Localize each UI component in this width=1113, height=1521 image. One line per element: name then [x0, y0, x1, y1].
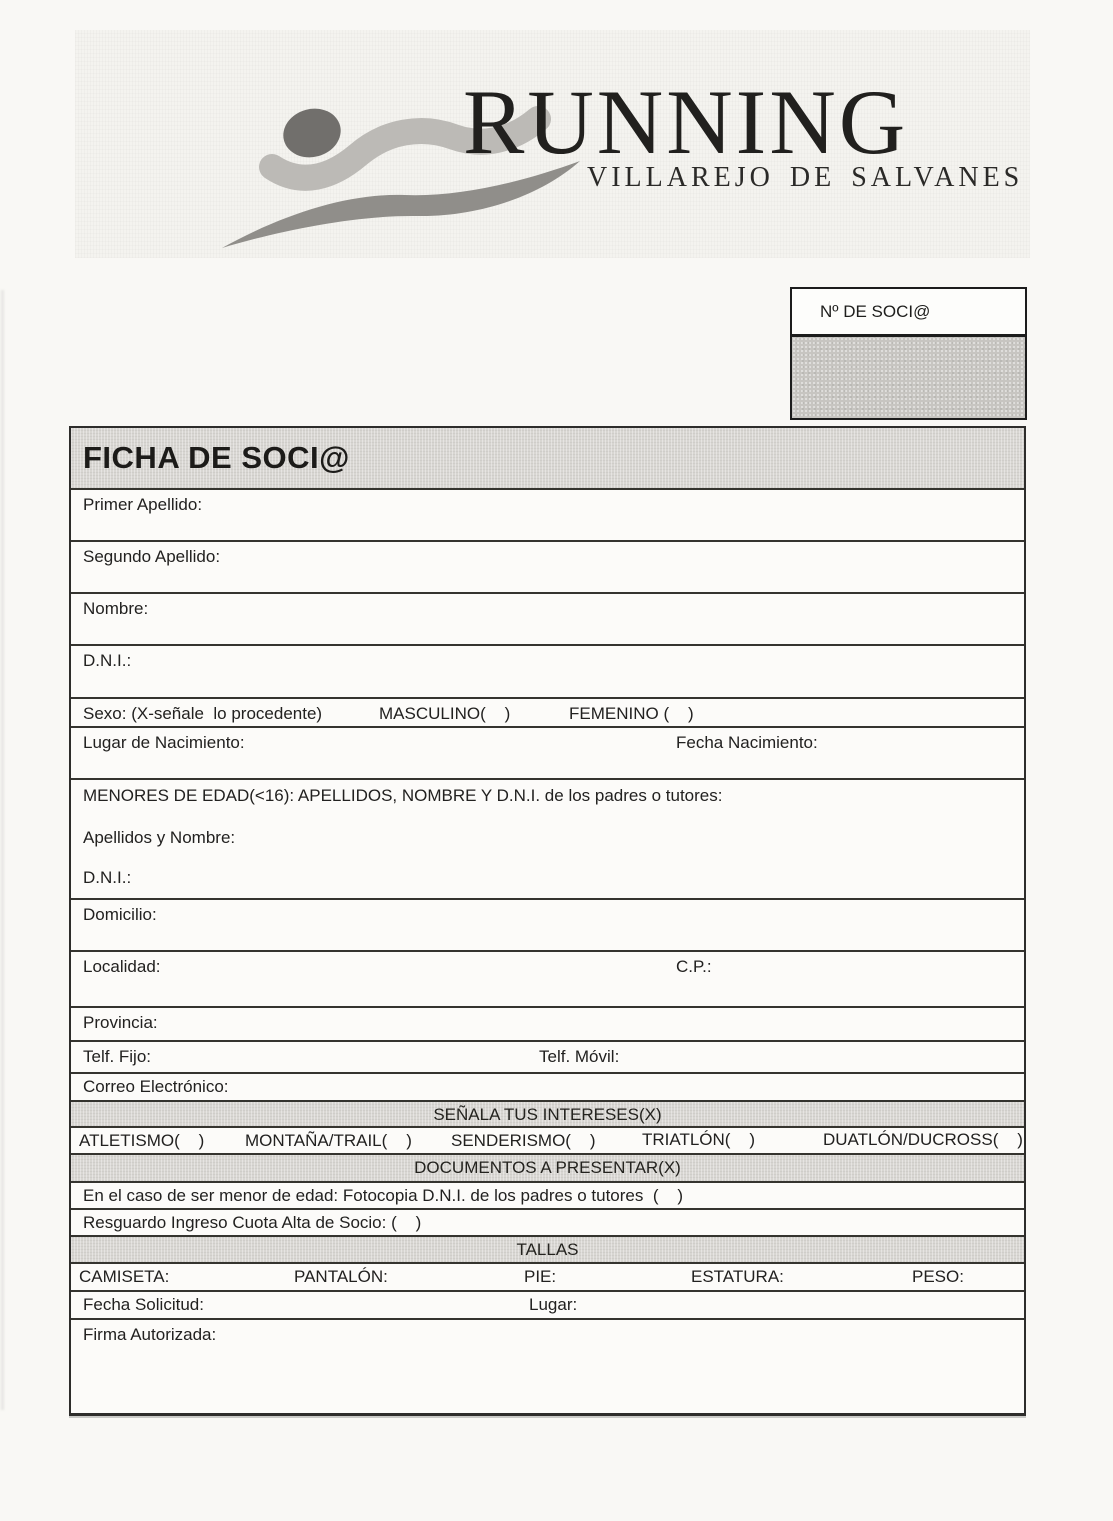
documento-menor-fotocopia: [71, 1181, 1024, 1208]
talla-estatura: ESTATURA:: [691, 1267, 784, 1286]
field-label-primer-apellido: Primer Apellido:: [83, 495, 203, 514]
intereses-header-bar: [71, 1100, 1024, 1126]
documento-resguardo-cuota: [71, 1208, 1024, 1235]
field-provincia: [71, 1006, 1024, 1040]
field-telefonos: [71, 1040, 1024, 1072]
logo-title: RUNNING: [463, 71, 909, 173]
field-label-fecha-solicitud: Fecha Solicitud:: [83, 1295, 204, 1314]
intereses-options: [71, 1126, 1024, 1153]
field-firma-autorizada: [71, 1318, 1024, 1413]
field-label-fecha-nacimiento: Fecha Nacimiento:: [676, 733, 818, 752]
interes-montana-trail: MONTAÑA/TRAIL( ): [245, 1131, 412, 1150]
interes-atletismo: ATLETISMO( ): [79, 1131, 205, 1150]
field-label-dni: D.N.I.:: [83, 651, 132, 670]
tallas-header: TALLAS: [516, 1240, 579, 1259]
interes-triatlon: TRIATLÓN( ): [642, 1130, 756, 1149]
field-label-telf-fijo: Telf. Fijo:: [83, 1047, 152, 1066]
tallas-fields: [71, 1262, 1024, 1290]
talla-peso: PESO:: [912, 1267, 964, 1286]
field-domicilio: [71, 898, 1024, 950]
field-label-sexo: Sexo: (X-señale lo procedente): [83, 704, 323, 723]
field-localidad: [71, 950, 1024, 1006]
field-label-nombre: Nombre:: [83, 599, 149, 618]
intereses-header: SEÑALA TUS INTERESES(X): [433, 1105, 662, 1124]
section-menores: [71, 778, 1024, 898]
field-label-lugar-nacimiento: Lugar de Nacimiento:: [83, 733, 245, 752]
membership-form: [69, 426, 1026, 1416]
field-segundo-apellido: [71, 540, 1024, 592]
field-primer-apellido: [71, 488, 1024, 540]
field-label-segundo-apellido: Segundo Apellido:: [83, 547, 221, 566]
interes-duatlon-ducross: DUATLÓN/DUCROSS( ): [823, 1130, 1023, 1149]
field-label-domicilio: Domicilio:: [83, 905, 157, 924]
form-title-bar: [71, 428, 1024, 488]
field-nombre: [71, 592, 1024, 644]
talla-pantalon: PANTALÓN:: [294, 1267, 388, 1286]
sexo-option-masculino: MASCULINO( ): [379, 704, 511, 723]
field-label-menores-dni: D.N.I.:: [83, 868, 132, 887]
talla-pie: PIE:: [524, 1267, 557, 1286]
menores-header: MENORES DE EDAD(<16): APELLIDOS, NOMBRE Y D.N.I. de los padres o tutores:: [83, 786, 723, 805]
member-number-field: [792, 334, 1025, 418]
field-label-lugar: Lugar:: [529, 1295, 578, 1314]
field-lugar-nacimiento: [71, 726, 1024, 778]
member-number-box: [790, 287, 1027, 420]
member-number-label: Nº DE SOCI@: [820, 301, 931, 321]
field-label-correo: Correo Electrónico:: [83, 1077, 229, 1096]
field-label-localidad: Localidad:: [83, 957, 161, 976]
field-label-telf-movil: Telf. Móvil:: [539, 1047, 620, 1066]
documentos-header-bar: [71, 1153, 1024, 1181]
club-logo-header: [75, 30, 1030, 258]
form-title: FICHA DE SOCI@: [83, 440, 350, 475]
logo-subtitle: VILLAREJO DE SALVANES: [587, 162, 1024, 193]
field-fecha-solicitud: [71, 1290, 1024, 1318]
scanner-edge-artifact: [1, 290, 4, 1410]
documentos-header: DOCUMENTOS A PRESENTAR(X): [414, 1158, 681, 1177]
documento-item-2: Resguardo Ingreso Cuota Alta de Socio: ( ): [83, 1213, 422, 1232]
documento-item-1: En el caso de ser menor de edad: Fotocopia D.N.I. de los padres o tutores ( ): [83, 1186, 684, 1205]
field-label-provincia: Provincia:: [83, 1013, 158, 1032]
field-label-firma: Firma Autorizada:: [83, 1325, 217, 1344]
field-sexo: [71, 697, 1024, 726]
sexo-option-femenino: FEMENINO ( ): [569, 704, 694, 723]
tallas-header-bar: [71, 1235, 1024, 1262]
field-label-cp: C.P.:: [676, 957, 712, 976]
field-dni: [71, 644, 1024, 697]
field-correo: [71, 1072, 1024, 1100]
talla-camiseta: CAMISETA:: [79, 1267, 170, 1286]
interes-senderismo: SENDERISMO( ): [451, 1131, 596, 1150]
field-label-menores-apellidos: Apellidos y Nombre:: [83, 828, 236, 847]
